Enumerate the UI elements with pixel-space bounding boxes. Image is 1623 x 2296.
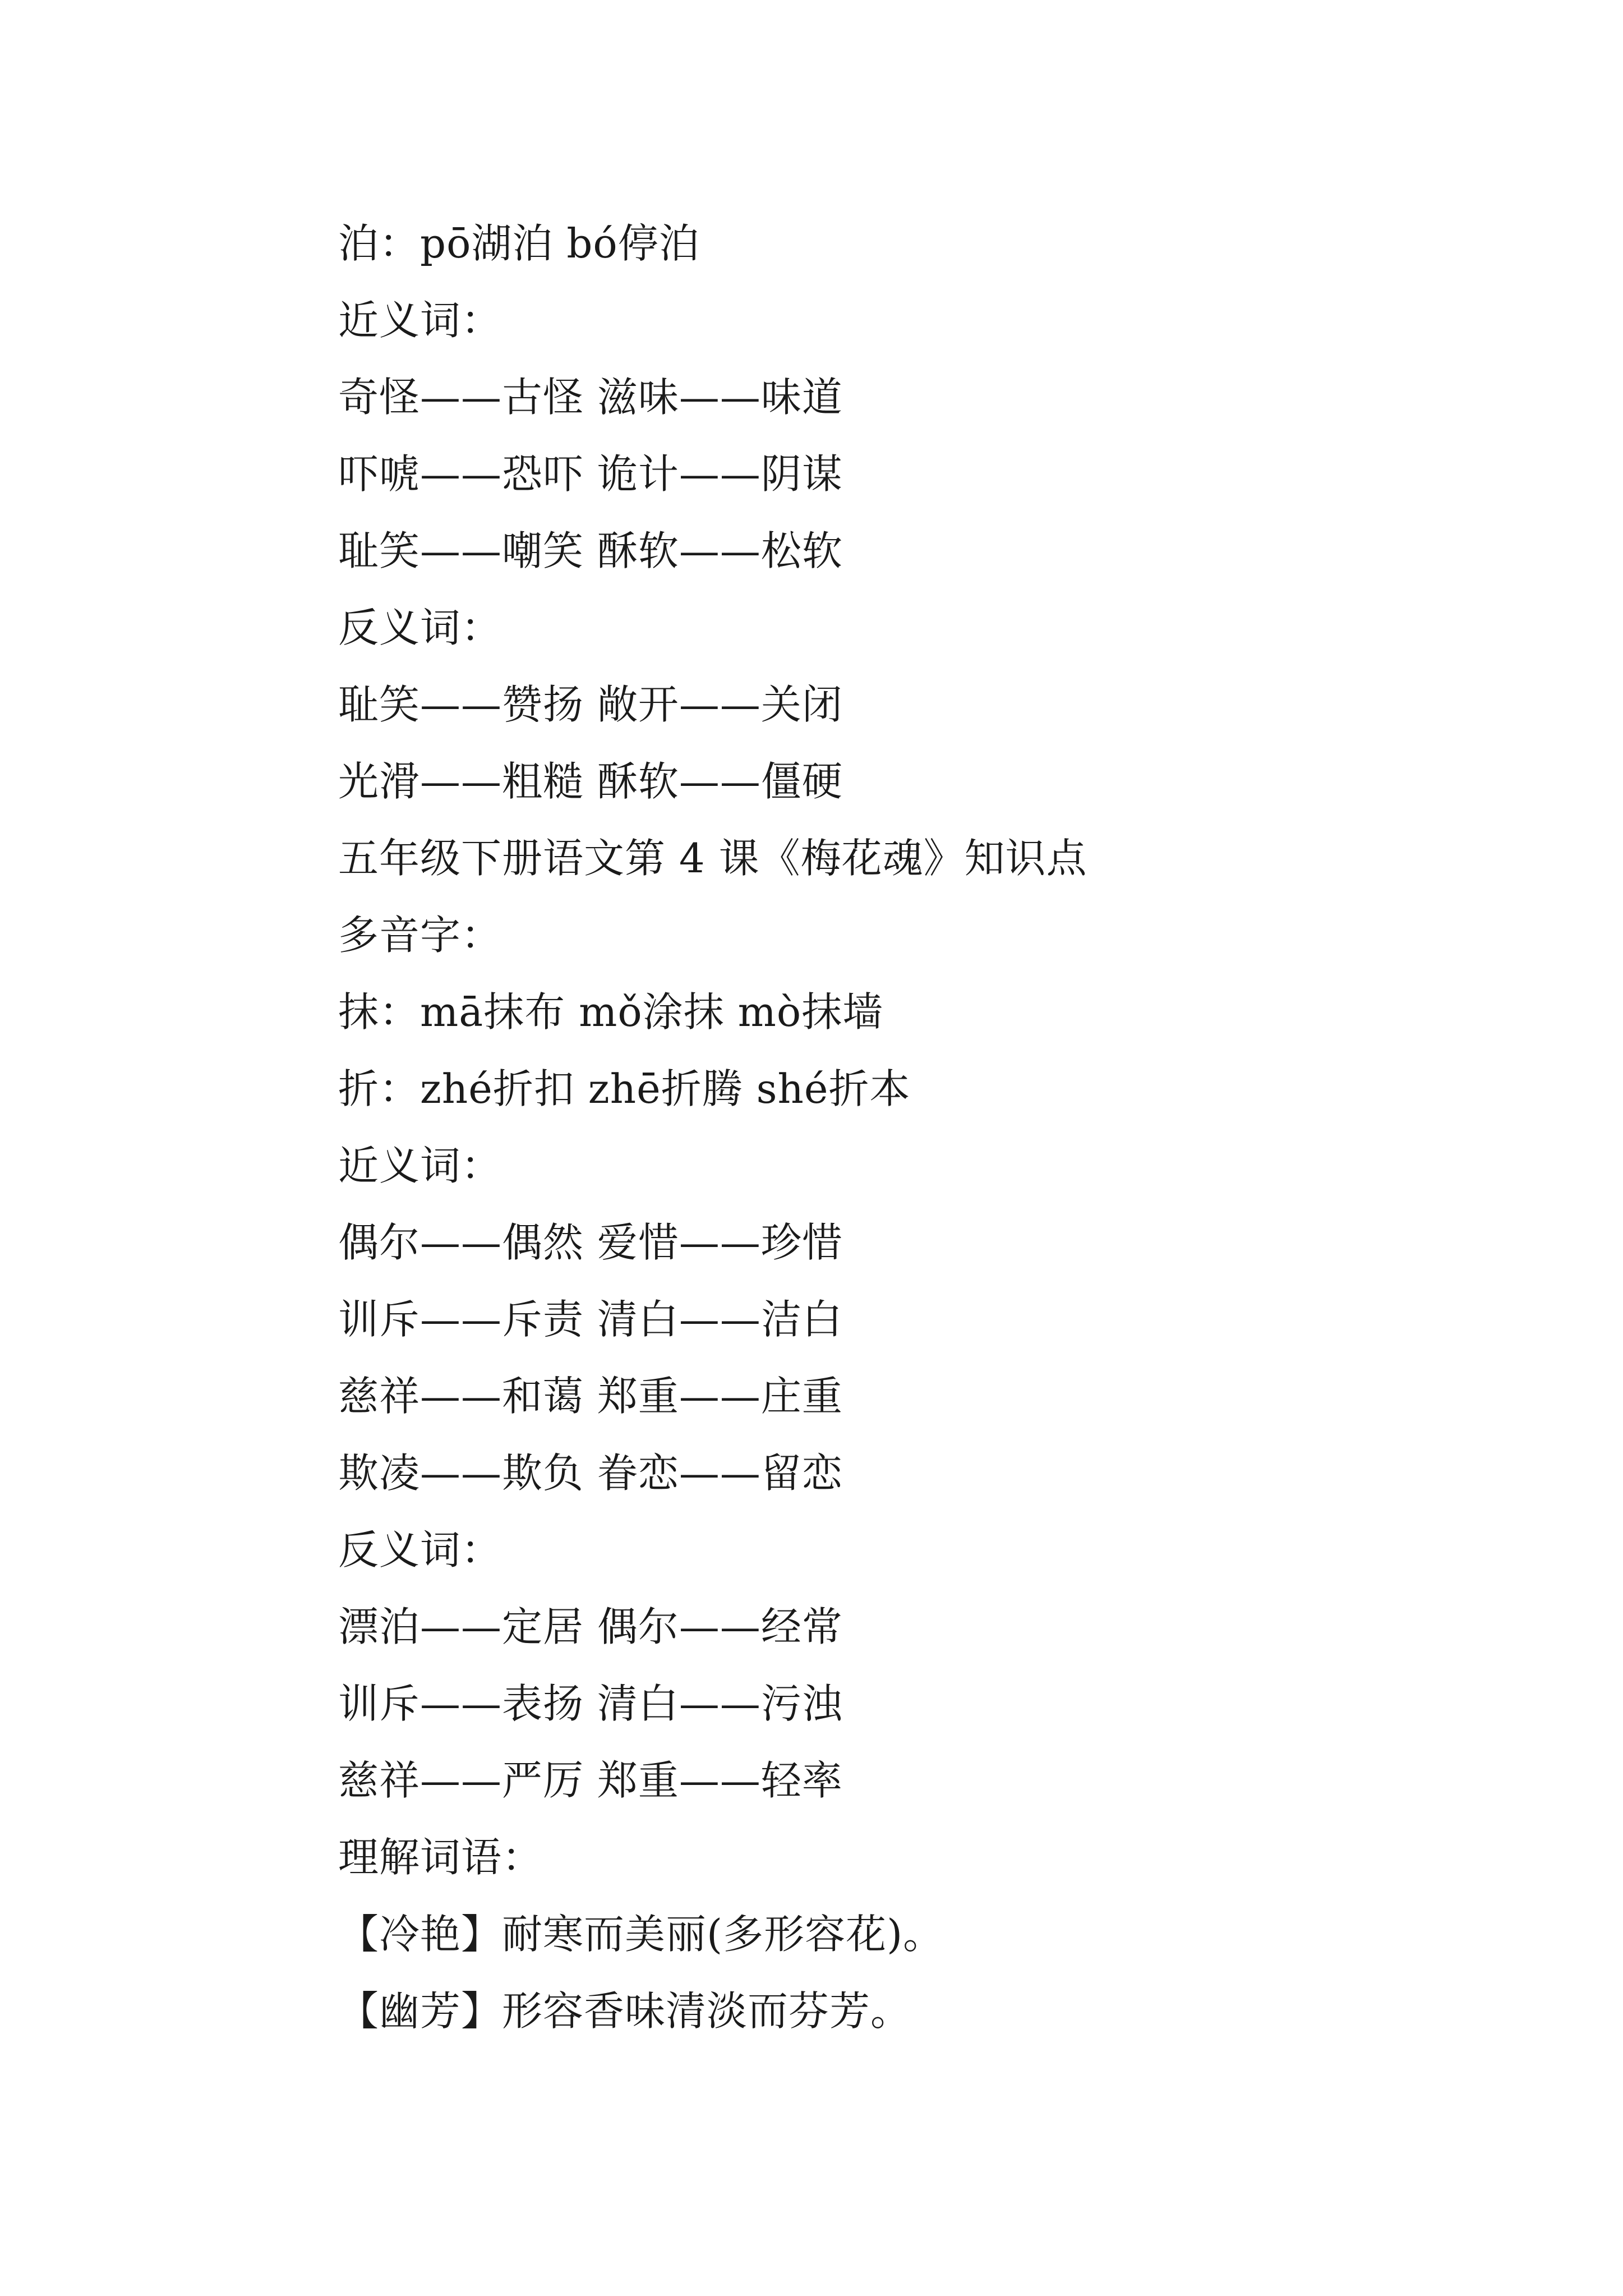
section-heading-polyphones: 多音字： xyxy=(338,912,502,959)
section-heading-synonyms: 近义词： xyxy=(338,297,502,344)
antonym-pair-line: 训斥——表扬 清白——污浊 xyxy=(338,1680,843,1727)
polyphone-entry-zhe: 折：zhé折扣 zhē折腾 shé折本 xyxy=(338,1065,911,1112)
antonym-pair-line: 光滑——粗糙 酥软——僵硬 xyxy=(338,758,843,805)
vocabulary-definition: 【冷艳】耐寒而美丽(多形容花)。 xyxy=(338,1911,944,1958)
lesson-title: 五年级下册语文第 4 课《梅花魂》知识点 xyxy=(338,835,1087,882)
section-heading-synonyms: 近义词： xyxy=(338,1142,502,1189)
section-heading-antonyms: 反义词： xyxy=(338,604,502,651)
polyphone-entry-mo: 抹：mā抹布 mǒ涂抹 mò抹墙 xyxy=(338,988,884,1036)
section-heading-antonyms: 反义词： xyxy=(338,1526,502,1573)
antonym-pair-line: 慈祥——严厉 郑重——轻率 xyxy=(338,1757,843,1804)
section-heading-vocabulary: 理解词语： xyxy=(338,1834,543,1881)
synonym-pair-line: 吓唬——恐吓 诡计——阴谋 xyxy=(338,450,843,498)
synonym-pair-line: 欺凌——欺负 眷恋——留恋 xyxy=(338,1450,843,1497)
antonym-pair-line: 漂泊——定居 偶尔——经常 xyxy=(338,1603,843,1650)
antonym-pair-line: 耻笑——赞扬 敞开——关闭 xyxy=(338,681,843,728)
polyphone-entry-po: 泊：pō湖泊 bó停泊 xyxy=(338,220,700,267)
synonym-pair-line: 奇怪——古怪 滋味——味道 xyxy=(338,374,843,421)
document-body xyxy=(338,205,1572,2050)
vocabulary-definition: 【幽芳】形容香味清淡而芬芳。 xyxy=(338,1987,912,2035)
synonym-pair-line: 训斥——斥责 清白——洁白 xyxy=(338,1296,843,1343)
synonym-pair-line: 耻笑——嘲笑 酥软——松软 xyxy=(338,527,843,574)
synonym-pair-line: 慈祥——和蔼 郑重——庄重 xyxy=(338,1373,843,1420)
synonym-pair-line: 偶尔——偶然 爱惜——珍惜 xyxy=(338,1219,843,1266)
